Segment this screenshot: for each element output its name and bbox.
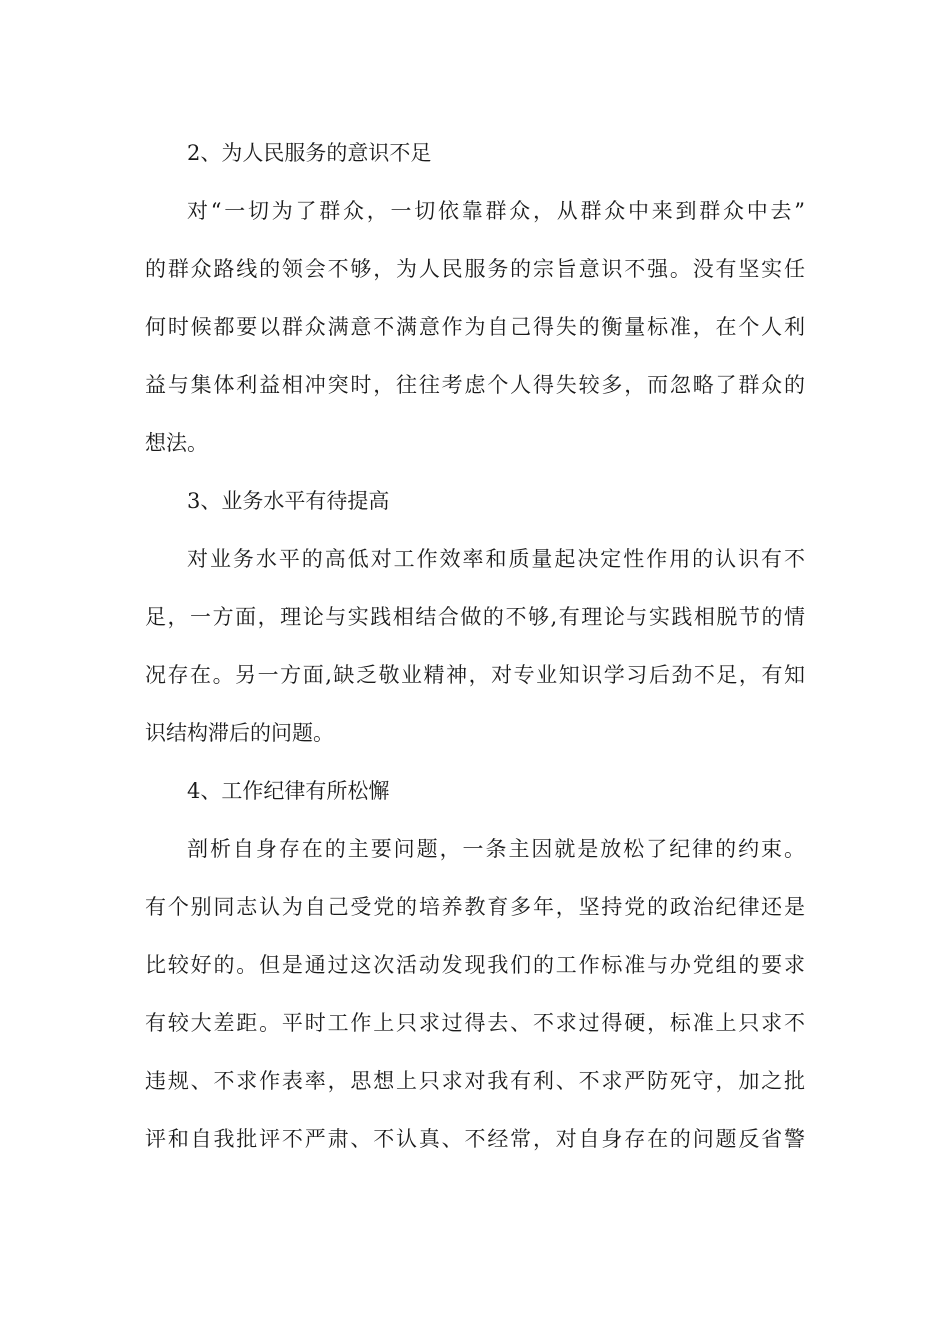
text-line: 有个别同志认为自己受党的培养教育多年，坚持党的政治纪律还是 bbox=[145, 895, 805, 919]
text-line: 3、业务水平有待提高 bbox=[187, 489, 390, 513]
text-line: 益与集体利益相冲突时，往往考虑个人得失较多，而忽略了群众的 bbox=[145, 373, 805, 397]
text-line: 识结构滞后的问题。 bbox=[145, 721, 334, 745]
text-line: 4、工作纪律有所松懈 bbox=[187, 779, 390, 803]
text-line: 想法。 bbox=[145, 431, 208, 455]
text-line: 剖析自身存在的主要问题，一条主因就是放松了纪律的约束。 bbox=[187, 837, 805, 861]
text-line: 有较大差距。平时工作上只求过得去、不求过得硬，标准上只求不 bbox=[145, 1011, 805, 1035]
text-line: 违规、不求作表率，思想上只求对我有利、不求严防死守，加之批 bbox=[145, 1069, 805, 1093]
text-line: 对业务水平的高低对工作效率和质量起决定性作用的认识有不 bbox=[187, 547, 805, 571]
text-line: 的群众路线的领会不够，为人民服务的宗旨意识不强。没有坚实任 bbox=[145, 257, 805, 281]
text-line: 比较好的。但是通过这次活动发现我们的工作标准与办党组的要求 bbox=[145, 953, 805, 977]
text-line: 评和自我批评不严肃、不认真、不经常，对自身存在的问题反省警 bbox=[145, 1127, 805, 1151]
text-line: 2、为人民服务的意识不足 bbox=[187, 141, 432, 165]
text-line: 对“一切为了群众，一切依靠群众，从群众中来到群众中去” bbox=[187, 199, 805, 223]
text-line: 足，一方面，理论与实践相结合做的不够,有理论与实践相脱节的情 bbox=[145, 605, 805, 629]
text-line: 况存在。另一方面,缺乏敬业精神，对专业知识学习后劲不足，有知 bbox=[145, 663, 805, 687]
text-line: 何时候都要以群众满意不满意作为自己得失的衡量标准，在个人利 bbox=[145, 315, 805, 339]
document-page bbox=[145, 124, 805, 1168]
